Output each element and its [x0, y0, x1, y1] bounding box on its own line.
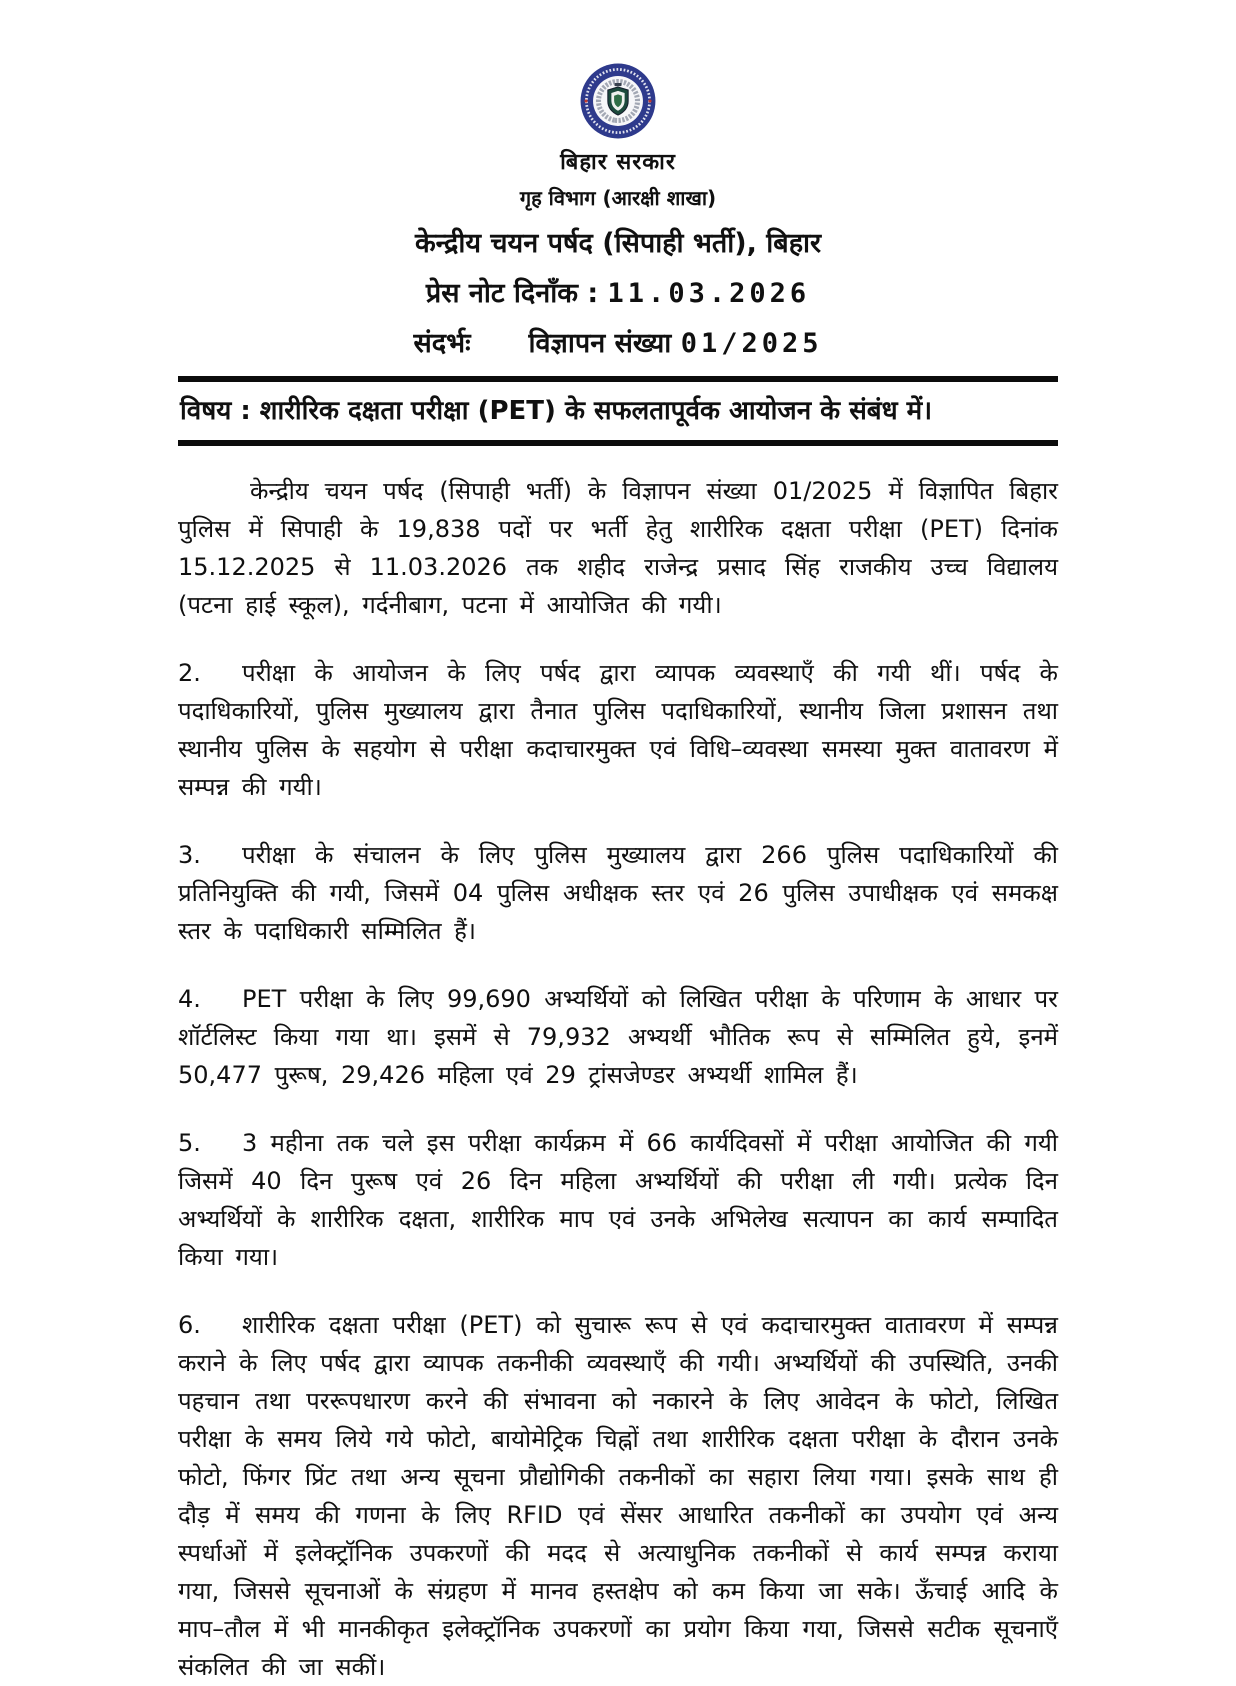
paragraph-text: शारीरिक दक्षता परीक्षा (PET) को सुचारू रूप से एवं कदाचारमुक्त वातावरण में सम्पन्न कराने के लिए पर्षद द्वारा व्यापक तकनीकी व्यवस्थाएँ की गयी। अभ्यर्थियों की उपस्थिति, उनकी पहचान तथा पररूपधारण करने की संभावना को नकारने के लिए आवेदन के फोटो, लिखित परीक्षा के समय लिये गये फोटो, बायोमेट्रिक चिह्नों तथा शारीरिक दक्षता परीक्षा के दौरान उनके फोटो, फिंगर प्रिंट तथा अन्य सूचना प्रौद्योगिकी तकनीकों का सहारा लिया गया। इसके साथ ही दौड़ में समय की गणना के लिए RFID एवं सेंसर आधारित तकनीकों का उपयोग एवं अन्य स्पर्धाओं में इलेक्ट्रॉनिक उपकरणों की मदद से अत्याधुनिक तकनीकों से कार्य सम्पन्न कराया गया, जिससे सूचनाओं के संग्रहण में मानव हस्तक्षेप को कम किया जा सके। ऊँचाई आदि के माप–तौल में भी मानकीकृत इलेक्ट्रॉनिक उपकरणों का प्रयोग किया गया, जिससे सटीक सूचनाएँ संकलित की जा सकीं। — [178, 1311, 1058, 1681]
paragraph-6 — [178, 1306, 1058, 1686]
paragraph-text: परीक्षा के आयोजन के लिए पर्षद द्वारा व्यापक व्यवस्थाएँ की गयी थीं। पर्षद के पदाधिकारियों, पुलिस मुख्यालय द्वारा तैनात पुलिस पदाधिकारियों, स्थानीय जिला प्रशासन तथा स्थानीय पुलिस के सहयोग से परीक्षा कदाचारमुक्त एवं विधि–व्यवस्था समस्या मुक्त वातावरण में सम्पन्न की गयी। — [178, 659, 1058, 801]
board-name: केन्द्रीय चयन पर्षद (सिपाही भर्ती), बिहार — [414, 228, 822, 259]
letterhead — [178, 62, 1058, 360]
reference-label: संदर्भः — [413, 328, 471, 359]
paragraph-number: 2. — [178, 659, 201, 687]
paragraph-number: 5. — [178, 1129, 201, 1157]
department-name: गृह विभाग (आरक्षी शाखा) — [519, 186, 717, 210]
paragraph-3 — [178, 836, 1058, 950]
reference-value — [529, 323, 823, 360]
paragraph-5 — [178, 1124, 1058, 1276]
advertisement-number: 01/2025 — [680, 328, 823, 359]
advertisement-number-label: विज्ञापन संख्या — [528, 328, 672, 359]
subject-line: विषय : शारीरिक दक्षता परीक्षा (PET) के सफलतापूर्वक आयोजन के संबंध में। — [178, 376, 1058, 446]
paragraph-number: 6. — [178, 1311, 201, 1339]
paragraph-2 — [178, 654, 1058, 806]
paragraph-text: 3 महीना तक चले इस परीक्षा कार्यक्रम में 66 कार्यदिवसों में परीक्षा आयोजित की गयी जिसमें 40 दिन पुरूष एवं 26 दिन महिला अभ्यर्थियों की परीक्षा ली गयी। प्रत्येक दिन अभ्यर्थियों के शारीरिक दक्षता, शारीरिक माप एवं उनके अभिलेख सत्यापन का कार्य सम्पादित किया गया। — [178, 1129, 1058, 1271]
press-note-body — [178, 472, 1058, 1686]
seal-container — [178, 62, 1058, 140]
paragraph-number: 4. — [178, 985, 201, 1013]
government-name: बिहार सरकार — [560, 150, 676, 175]
paragraph-text: केन्द्रीय चयन पर्षद (सिपाही भर्ती) के विज्ञापन संख्या 01/2025 में विज्ञापित बिहार पुलिस में सिपाही के 19,838 पदों पर भर्ती हेतु शारीरिक दक्षता परीक्षा (PET) दिनांक 15.12.2025 से 11.03.2026 तक शहीद राजेन्द्र प्रसाद सिंह राजकीय उच्च विद्यालय (पटना हाई स्कूल), गर्दनीबाग, पटना में आयोजित की गयी। — [178, 477, 1058, 619]
reference-line — [178, 323, 1058, 360]
paragraph-4 — [178, 980, 1058, 1094]
press-note-label: प्रेस नोट दिनाँक : — [425, 278, 599, 309]
paragraph-number: 3. — [178, 841, 201, 869]
press-note-date-line — [178, 273, 1058, 310]
paragraph-1 — [178, 472, 1058, 624]
paragraph-text: परीक्षा के संचालन के लिए पुलिस मुख्यालय द्वारा 266 पुलिस पदाधिकारियों की प्रतिनियुक्ति की गयी, जिसमें 04 पुलिस अधीक्षक स्तर एवं 26 पुलिस उपाधीक्षक एवं समकक्ष स्तर के पदाधिकारी सम्मिलित हैं। — [178, 841, 1058, 945]
paragraph-text: PET परीक्षा के लिए 99,690 अभ्यर्थियों को लिखित परीक्षा के परिणाम के आधार पर शॉर्टलिस्ट किया गया था। इसमें से 79,932 अभ्यर्थी भौतिक रूप से सम्मिलित हुये, इनमें 50,477 पुरूष, 29,426 महिला एवं 29 ट्रांसजेण्डर अभ्यर्थी शामिल हैं। — [178, 985, 1058, 1089]
press-note-date: 11.03.2026 — [607, 278, 811, 309]
bihar-government-seal-icon — [579, 62, 657, 140]
